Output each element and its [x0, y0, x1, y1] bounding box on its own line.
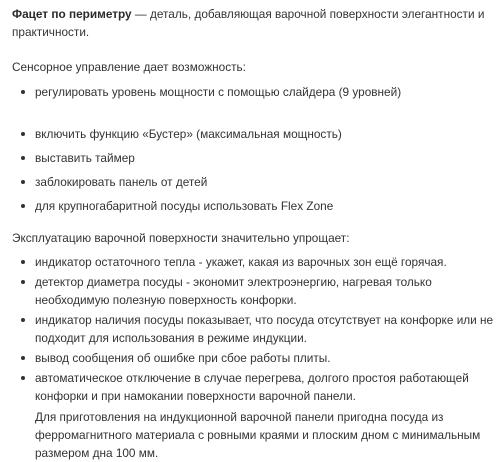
bullet-icon [21, 376, 25, 380]
intro-highlight: Фацет по периметру [12, 7, 132, 21]
bullet-icon [21, 204, 25, 208]
list-item [12, 369, 495, 405]
list-item-text: для крупногабаритной посуды использовать Flex Zone [35, 199, 334, 213]
bullet-icon [21, 260, 25, 264]
list-item [12, 149, 495, 167]
list-item [12, 349, 495, 367]
bullet-icon [21, 280, 25, 284]
list-item-text: автоматическое отключение в случае перегрева, долгого простоя работающей конфорки и при намокании поверхности варочной панели. [35, 371, 469, 403]
bullet-icon [21, 132, 25, 136]
cookware-note: Для приготовления на индукционной варочной панели пригодна посуда из ферромагнитного материала с ровными краями и плоским дном с минимальным размером дна 100 мм. [35, 410, 481, 460]
list-item-text: детектор диаметра посуды - экономит электроэнергию, нагревая только необходимую полезную поверхность конфорки. [35, 275, 432, 307]
intro-text: — деталь, добавляющая варочной поверхности элегантности и практичности. [12, 7, 485, 39]
operation-heading: Эксплуатацию варочной поверхности значительно упрощает: [12, 231, 350, 245]
list-item [12, 273, 495, 309]
list-item-text: выставить таймер [35, 151, 135, 165]
bullet-icon [21, 318, 25, 322]
touch-control-list [12, 83, 495, 215]
list-item-text: вывод сообщения об ошибке при сбое работы плиты. [35, 351, 331, 365]
bullet-icon [21, 356, 25, 360]
bullet-icon [21, 90, 25, 94]
list-item-text: индикатор наличия посуды показывает, что посуда отсутствует на конфорке или не подходит для использования в режиме индукции. [35, 313, 494, 345]
list-item-text: включить функцию «Бустер» (максимальная мощность) [35, 127, 342, 141]
list-item [12, 125, 495, 143]
list-item [12, 253, 495, 271]
intro-paragraph [12, 0, 495, 41]
list-item [12, 173, 495, 191]
operation-list [12, 253, 495, 405]
list-item [12, 197, 495, 215]
list-item-text: индикатор остаточного тепла - укажет, какая из варочных зон ещё горячая. [35, 255, 447, 269]
list-item [12, 311, 495, 347]
list-item-text: регулировать уровень мощности с помощью слайдера (9 уровней) [35, 85, 402, 99]
touch-control-heading: Сенсорное управление дает возможность: [12, 60, 246, 74]
list-item-text: заблокировать панель от детей [35, 175, 208, 189]
bullet-icon [21, 156, 25, 160]
bullet-icon [21, 180, 25, 184]
list-item [12, 83, 495, 101]
